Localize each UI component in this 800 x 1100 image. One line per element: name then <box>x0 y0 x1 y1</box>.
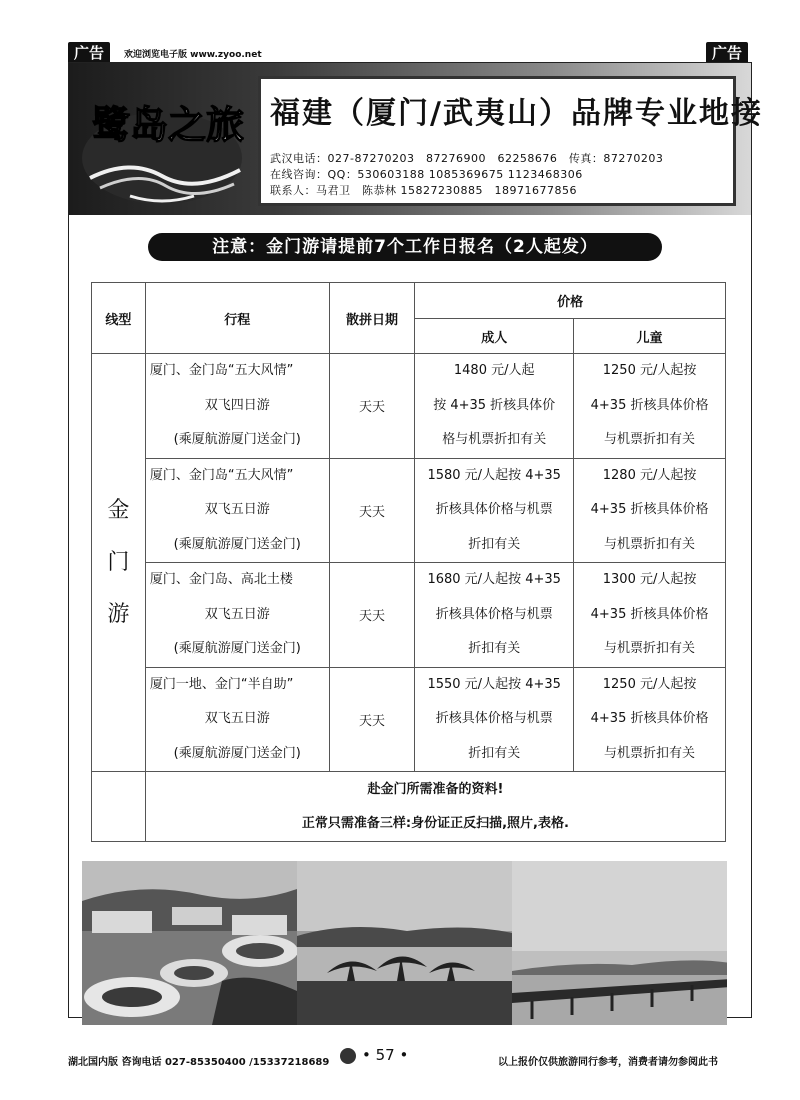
dates-cell: 天天 <box>329 354 415 459</box>
header-line-type: 线型 <box>92 283 146 354</box>
photo-pier <box>512 861 727 1025</box>
ad-tag-right: 广告 <box>706 42 748 64</box>
brand-title: 福建（厦门/武夷山）品牌专业地接 <box>270 96 763 131</box>
brand-logo <box>70 66 250 212</box>
adult-price-cell: 1680 元/人起按 4+35 折核具体价格与机票 折扣有关 <box>415 563 574 668</box>
logo-char-lu: 鹭岛之旅 <box>92 102 245 147</box>
header-dates: 散拼日期 <box>329 283 415 354</box>
route-cell: 厦门、金门岛、高北土楼 双飞五日游 (乘厦航游厦门送金门) <box>145 563 329 668</box>
child-price-cell: 1280 元/人起按 4+35 折核具体价格 与机票折扣有关 <box>574 458 726 563</box>
header-child: 儿童 <box>574 319 726 354</box>
route-cell: 厦门、金门岛“五大风情” 双飞五日游 (乘厦航游厦门送金门) <box>145 458 329 563</box>
requirements-note <box>145 772 725 842</box>
footer-left: 湖北国内版 咨询电话 027-85350400 /15337218689 <box>68 1057 330 1068</box>
adult-price-cell: 1550 元/人起按 4+35 折核具体价格与机票 折扣有关 <box>415 667 574 772</box>
requirements-detail: 正常只需准备三样:身份证正反扫描,照片,表格. <box>301 815 569 831</box>
route-cell: 厦门、金门岛“五大风情” 双飞四日游 (乘厦航游厦门送金门) <box>145 354 329 459</box>
price-table <box>91 282 726 842</box>
table-row <box>92 563 726 668</box>
header-itinerary: 行程 <box>145 283 329 354</box>
child-price-cell: 1250 元/人起按 4+35 折核具体价格 与机票折扣有关 <box>574 354 726 459</box>
table-row <box>92 667 726 772</box>
child-price-cell: 1300 元/人起按 4+35 折核具体价格 与机票折扣有关 <box>574 563 726 668</box>
header-adult: 成人 <box>415 319 574 354</box>
dates-cell: 天天 <box>329 667 415 772</box>
contact-persons: 联系人：马君卫 陈恭林 15827230885 18971677856 <box>270 184 577 197</box>
photo-tulou <box>82 861 297 1025</box>
route-cell: 厦门一地、金门“半自助” 双飞五日游 (乘厦航游厦门送金门) <box>145 667 329 772</box>
dates-cell: 天天 <box>329 458 415 563</box>
photo-coast <box>297 861 512 1025</box>
child-price-cell: 1250 元/人起按 4+35 折核具体价格 与机票折扣有关 <box>574 667 726 772</box>
ad-tag-left: 广告 <box>68 42 110 64</box>
footer-right: 以上报价仅供旅游同行参考，消费者请勿参阅此书 <box>498 1057 718 1068</box>
dates-cell: 天天 <box>329 563 415 668</box>
adult-price-cell: 1580 元/人起按 4+35 折核具体价格与机票 折扣有关 <box>415 458 574 563</box>
adult-price-cell: 1480 元/人起 按 4+35 折核具体价 格与机票折扣有关 <box>415 354 574 459</box>
notice-banner: 注意：金门游请提前7个工作日报名（2人起发） <box>148 233 662 261</box>
contact-qq: 在线咨询：QQ：530603188 1085369675 1123468306 <box>270 168 583 181</box>
footer-emblem-icon <box>340 1048 356 1064</box>
site-url-text: 欢迎浏览电子版 www.zyoo.net <box>124 50 262 60</box>
page-number: 57 <box>375 1046 395 1064</box>
line-type-cell: 金 门 游 <box>92 354 146 772</box>
requirements-title: 赴金门所需准备的资料! <box>367 781 504 797</box>
contact-phone: 武汉电话：027-87270203 87276900 62258676 传真：87270203 <box>270 152 664 165</box>
table-row <box>92 354 726 459</box>
page-number-wrap: • 57 • <box>362 1046 409 1064</box>
table-row <box>92 458 726 563</box>
header-price: 价格 <box>415 283 726 319</box>
